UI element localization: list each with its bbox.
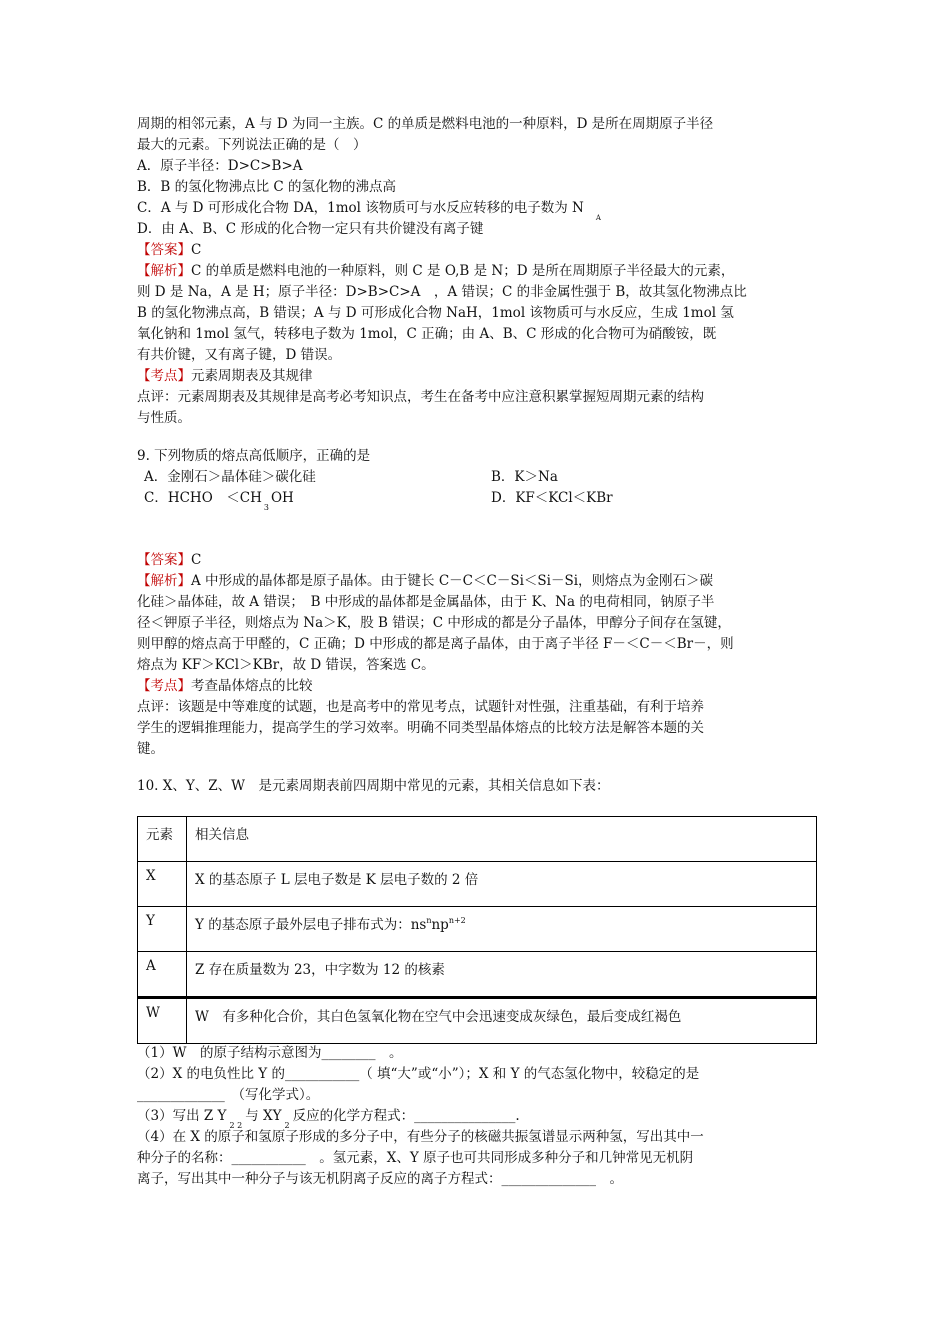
q8-option-a: A．原子半径：D>C>B>A [137,158,303,174]
q8-point [137,366,313,386]
q9-comment-line1: 点评：该题是中等难度的试题，也是高考中的常见考点，试题针对性强，注重基础，有利于培养 [137,699,704,715]
y-config-text: Y 的基态原子最外层电子排布式为：ns [195,917,427,933]
q10-sub4-line1: （4）在 X 的原子和氢原子形成的多分子中，有些分子的核磁共振氢谱显示两种氢，写出其中一 [137,1129,704,1145]
q9-option-c-subscript: 3 [263,503,269,512]
element-info-table [137,816,817,1044]
q8-comment-line1: 点评：元素周期表及其规律是高考必考知识点，考生在备考中应注意积累掌握短周期元素的结构 [137,389,704,405]
q8-point-tag: 【考点】 [137,368,191,384]
q10-sub3 [137,1106,520,1128]
q9-analysis-line3: 径＜钾原子半径，则熔点为 Na＞K，股 B 错误；C 中形成的都是分子晶体，甲醇分子间存在氢键， [137,615,731,631]
q8-stem-line2: 最大的元素。下列说法正确的是（ ） [137,137,367,153]
q10-sub3-subscript2: 2 [284,1121,290,1130]
q10-sub3-text3: 反应的化学方程式：_______________. [292,1108,520,1124]
q9-analysis-tag: 【解析】 [137,573,191,589]
q8-analysis-line5: 有共价键，又有离子键，D 错误。 [137,347,342,363]
q8-point-text: 元素周期表及其规律 [191,368,313,384]
q8-option-c [137,198,601,222]
q9-stem: 9. 下列物质的熔点高低顺序，正确的是 [137,448,371,464]
q8-answer-tag: 【答案】 [137,242,191,258]
q9-answer-value: C [191,552,202,568]
q10-sub3-text2: 与 XY [245,1108,282,1124]
q9-option-c [144,488,294,510]
q9-comment-line3: 键。 [137,741,164,757]
q9-analysis-line5: 熔点为 KF＞KCl＞KBr，故 D 错误，答案选 C。 [137,657,435,673]
q8-comment-line2: 与性质。 [137,410,191,426]
table-cell-element: Y [138,907,187,952]
q9-point-text: 考查晶体熔点的比较 [191,678,313,694]
q9-analysis-line1 [137,571,713,591]
q8-analysis-line2: 则 D 是 Na，A 是 H；原子半径：D>B>C>A ，A 错误；C 的非金属性强于 B，故其氢化物沸点比 [137,284,747,300]
table-row [138,862,817,907]
q10-sub2-line1: （2）X 的电负性比 Y 的___________（ 填“大”或“小”）；X 和 Y 的气态氢化物中，较稳定的是 [137,1066,700,1082]
q8-analysis-line3: B 的氢化物沸点高，B 错误；A 与 D 可形成化合物 NaH，1mol 该物质可与水反应，生成 1mol 氢 [137,305,734,321]
y-config-sup2: n+2 [448,916,466,925]
q8-analysis-tag: 【解析】 [137,263,191,279]
q9-analysis-text1: A 中形成的晶体都是原子晶体。由于键长 C－C＜C－Si＜Si－Si，则熔点为金刚石＞碳 [191,573,714,589]
q8-option-c-text: C．A 与 D 可形成化合物 DA，1mol 该物质可与水反应转移的电子数为 N [137,200,584,216]
q10-sub3-subscript1: 2 2 [229,1121,243,1130]
table-cell-info: W 有多种化合价，其白色氢氧化物在空气中会迅速变成灰绿色，最后变成红褐色 [187,998,817,1044]
q9-option-a: A．金刚石＞晶体硅＞碳化硅 [144,469,316,485]
q8-option-d: D．由 A、B、C 形成的化合物一定只有共价键没有离子键 [137,221,484,237]
q8-stem-line1: 周期的相邻元素，A 与 D 为同一主族。C 的单质是燃料电池的一种原料，D 是所在周期原子半径 [137,116,714,132]
q10-sub1: （1）W 的原子结构示意图为________ 。 [137,1045,403,1061]
table-cell-element: W [138,998,187,1044]
table-header-info: 相关信息 [187,817,817,862]
q9-analysis-line4: 则甲醇的熔点高于甲醛的，C 正确；D 中形成的都是离子晶体，由于离子半径 F－＜C－＜Br－，则 [137,636,734,652]
table-row [138,952,817,998]
table-row [138,998,817,1044]
q8-analysis-text1: C 的单质是燃料电池的一种原料，则 C 是 O,B 是 N；D 是所在周期原子半径最大的元素， [191,263,735,279]
table-cell-info [187,907,817,952]
table-header-element: 元素 [138,817,187,862]
q9-option-c-tail: OH [270,490,294,506]
q9-answer [137,550,201,570]
q9-option-b: B．K＞Na [491,469,558,485]
table-cell-info: X 的基态原子 L 层电子数是 K 层电子数的 2 倍 [187,862,817,907]
q9-option-c-text: C．HCHO ＜CH [144,490,262,506]
q8-analysis-line4: 氧化钠和 1mol 氢气，转移电子数为 1mol，C 正确；由 A、B、C 形成的化合物可为硝酸铵，既 [137,326,717,342]
table-cell-info: Z 存在质量数为 23，中字数为 12 的核素 [187,952,817,998]
q9-point-tag: 【考点】 [137,678,191,694]
q9-option-d: D．KF＜KCl＜KBr [491,490,613,506]
q8-analysis-line1 [137,261,734,281]
q9-answer-tag: 【答案】 [137,552,191,568]
q8-option-b: B．B 的氢化物沸点比 C 的氢化物的沸点高 [137,179,397,195]
q8-answer-value: C [191,242,202,258]
q9-comment-line2: 学生的逻辑推理能力，提高学生的学习效率。明确不同类型晶体熔点的比较方法是解答本题的关 [137,720,704,736]
q10-sub3-text1: （3）写出 Z Y [137,1108,227,1124]
y-config-np: np [431,917,449,933]
q10-stem: 10. X、Y、Z、W 是元素周期表前四周期中常见的元素，其相关信息如下表： [137,778,610,794]
table-header-row [138,817,817,862]
table-cell-element: X [138,862,187,907]
q8-option-c-subscript: A [595,214,601,222]
q8-answer [137,240,201,260]
q10-sub2-line2: _____________ （写化学式）。 [137,1087,320,1103]
y-config-sup1: n [426,916,432,925]
table-row [138,907,817,952]
q9-point [137,676,313,696]
q10-sub4-line3: 离子，写出其中一种分子与该无机阴离子反应的离子方程式：______________ 。 [137,1171,623,1187]
q9-analysis-line2: 化硅＞晶体硅，故 A 错误； B 中形成的晶体都是金属晶体，由于 K、Na 的电荷相同，钠原子半 [137,594,715,610]
q10-sub4-line2: 种分子的名称：___________ 。氢元素，X、Y 原子也可共同形成多种分子和几钟常见无机阴 [137,1150,694,1166]
table-cell-element: A [138,952,187,998]
